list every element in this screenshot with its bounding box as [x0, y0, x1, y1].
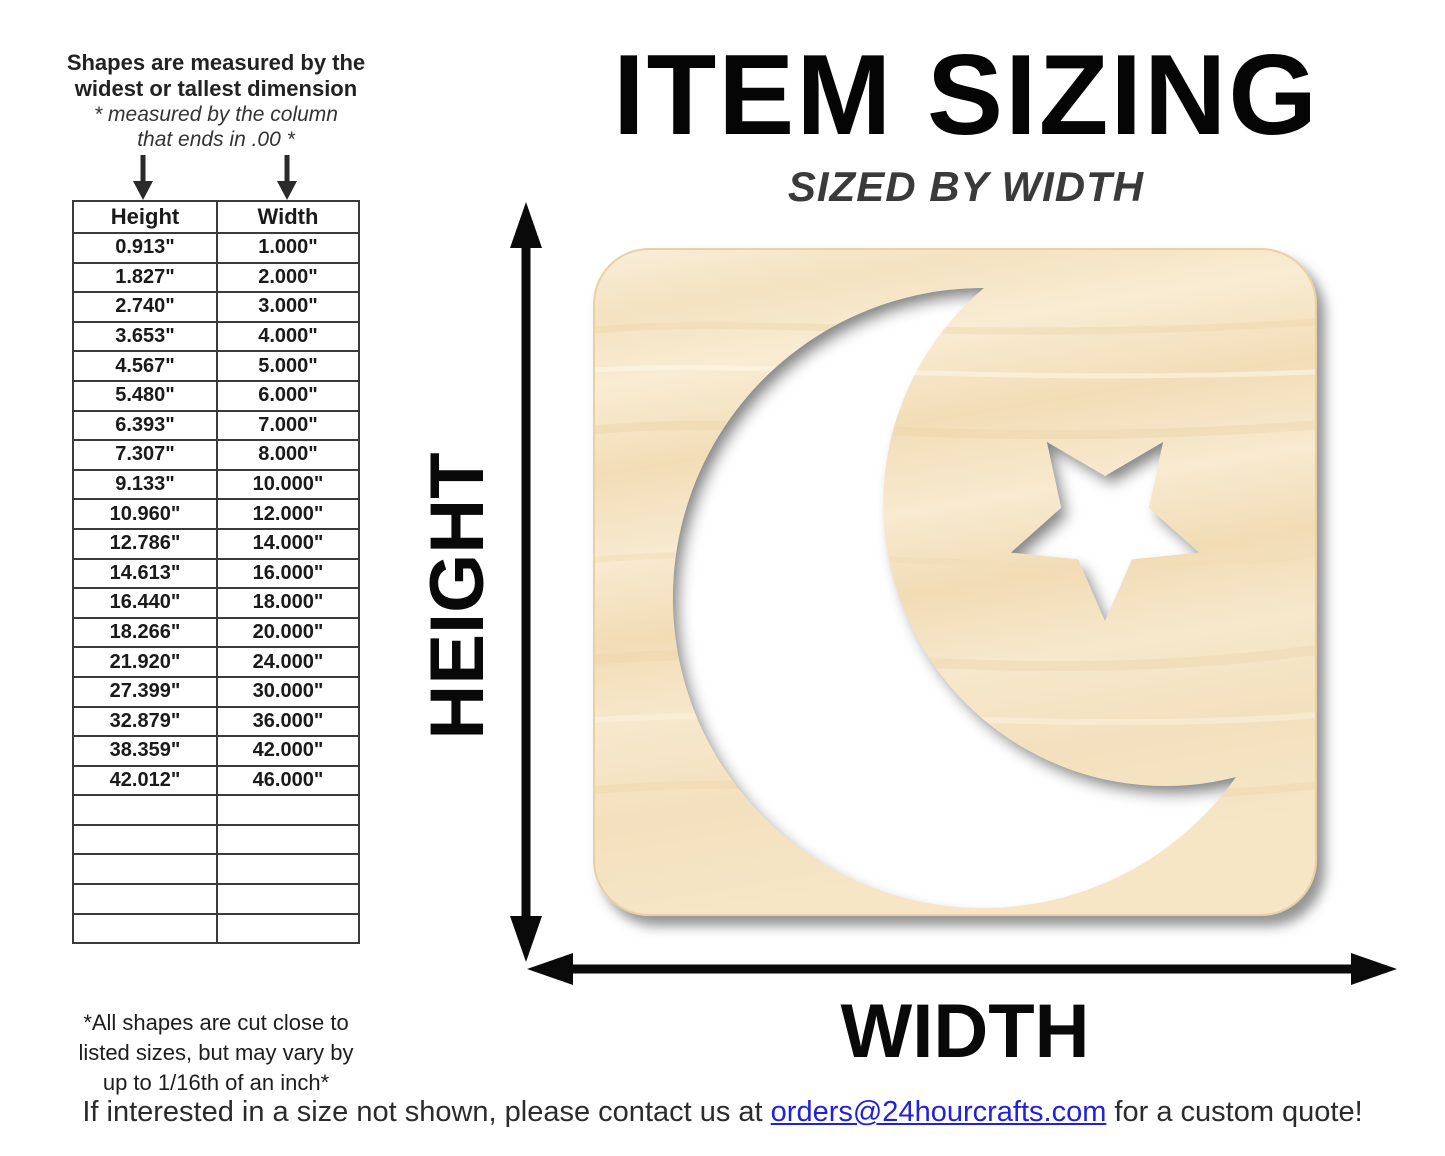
width-dimension-arrow: [520, 945, 1410, 993]
size-table: [72, 200, 360, 944]
table-cell: 30.000": [217, 677, 359, 707]
table-row: [73, 736, 359, 766]
table-cell: 2.740": [73, 292, 217, 322]
table-cell: 12.000": [217, 499, 359, 529]
table-row: [73, 440, 359, 470]
table-cell: 16.000": [217, 559, 359, 589]
table-cell: 42.000": [217, 736, 359, 766]
page-subtitle: SIZED BY WIDTH: [787, 163, 1145, 210]
table-row: [73, 854, 359, 884]
table-row: [73, 411, 359, 441]
table-cell: 2.000": [217, 263, 359, 293]
table-cell: [217, 854, 359, 884]
table-cell: 38.359": [73, 736, 217, 766]
table-cell: 32.879": [73, 707, 217, 737]
table-cell: 6.000": [217, 381, 359, 411]
table-cell: 10.960": [73, 499, 217, 529]
table-row: [73, 559, 359, 589]
table-cell: 3.653": [73, 322, 217, 352]
footer-text-after: for a custom quote!: [1106, 1096, 1363, 1128]
table-row: [73, 470, 359, 500]
table-row: [73, 292, 359, 322]
table-row: [73, 795, 359, 825]
down-arrow-icon: [130, 153, 156, 201]
height-column-header: Height: [73, 201, 217, 233]
table-cell: 14.613": [73, 559, 217, 589]
table-row: [73, 529, 359, 559]
table-row: [73, 914, 359, 944]
tolerance-footnote-line3: up to 1/16th of an inch*: [102, 1070, 330, 1095]
table-row: [73, 647, 359, 677]
table-cell: 7.307": [73, 440, 217, 470]
table-row: [73, 884, 359, 914]
measurement-note-line3: * measured by the column: [94, 103, 338, 126]
width-column-header: Width: [217, 201, 359, 233]
table-cell: 9.133": [73, 470, 217, 500]
down-arrow-icon: [274, 153, 300, 201]
table-cell: 3.000": [217, 292, 359, 322]
table-cell: 5.480": [73, 381, 217, 411]
page-title: ITEM SIZING: [613, 32, 1319, 159]
tolerance-footnote-line2: listed sizes, but may vary by: [78, 1040, 354, 1065]
measurement-note-line4: that ends in .00 *: [137, 128, 295, 151]
table-row: [73, 263, 359, 293]
table-cell: [217, 825, 359, 855]
table-cell: 1.827": [73, 263, 217, 293]
table-cell: 20.000": [217, 618, 359, 648]
measurement-note-line1: Shapes are measured by the: [66, 50, 366, 75]
measurement-note-line2: widest or tallest dimension: [74, 76, 358, 101]
tolerance-footnote: [26, 1008, 406, 1098]
table-cell: 14.000": [217, 529, 359, 559]
table-row: [73, 588, 359, 618]
table-cell: 12.786": [73, 529, 217, 559]
table-cell: 16.440": [73, 588, 217, 618]
table-cell: 21.920": [73, 647, 217, 677]
table-row: [73, 677, 359, 707]
table-cell: 36.000": [217, 707, 359, 737]
measurement-note: [26, 50, 406, 152]
table-row: [73, 381, 359, 411]
table-cell: 6.393": [73, 411, 217, 441]
table-row: [73, 707, 359, 737]
contact-email-link[interactable]: orders@24hourcrafts.com: [770, 1096, 1107, 1128]
table-cell: [73, 854, 217, 884]
table-cell: 1.000": [217, 233, 359, 263]
table-cell: [73, 795, 217, 825]
table-row: [73, 499, 359, 529]
table-row: [73, 322, 359, 352]
table-row: [73, 233, 359, 263]
table-header-row: [73, 201, 359, 233]
table-cell: 7.000": [217, 411, 359, 441]
size-table-body: [73, 233, 359, 943]
table-row: [73, 618, 359, 648]
table-cell: 4.000": [217, 322, 359, 352]
width-label: WIDTH: [840, 989, 1090, 1074]
footer-text-before: If interested in a size not shown, please contact us at: [82, 1096, 771, 1128]
table-cell: 24.000": [217, 647, 359, 677]
table-row: [73, 351, 359, 381]
wood-plaque-graphic: [570, 235, 1360, 950]
table-cell: [73, 914, 217, 944]
table-cell: 0.913": [73, 233, 217, 263]
footer-contact-line: [0, 1096, 1445, 1129]
table-cell: 5.000": [217, 351, 359, 381]
height-dimension-arrow: [505, 198, 547, 968]
table-cell: [217, 884, 359, 914]
table-row: [73, 766, 359, 796]
tolerance-footnote-line1: *All shapes are cut close to: [83, 1010, 349, 1035]
table-cell: 27.399": [73, 677, 217, 707]
table-cell: 8.000": [217, 440, 359, 470]
table-cell: [73, 884, 217, 914]
table-cell: 10.000": [217, 470, 359, 500]
table-cell: [73, 825, 217, 855]
table-row: [73, 825, 359, 855]
table-cell: 18.000": [217, 588, 359, 618]
table-cell: 18.266": [73, 618, 217, 648]
table-cell: 42.012": [73, 766, 217, 796]
height-label: HEIGHT: [415, 452, 500, 740]
table-cell: [217, 914, 359, 944]
table-cell: [217, 795, 359, 825]
table-cell: 4.567": [73, 351, 217, 381]
table-cell: 46.000": [217, 766, 359, 796]
